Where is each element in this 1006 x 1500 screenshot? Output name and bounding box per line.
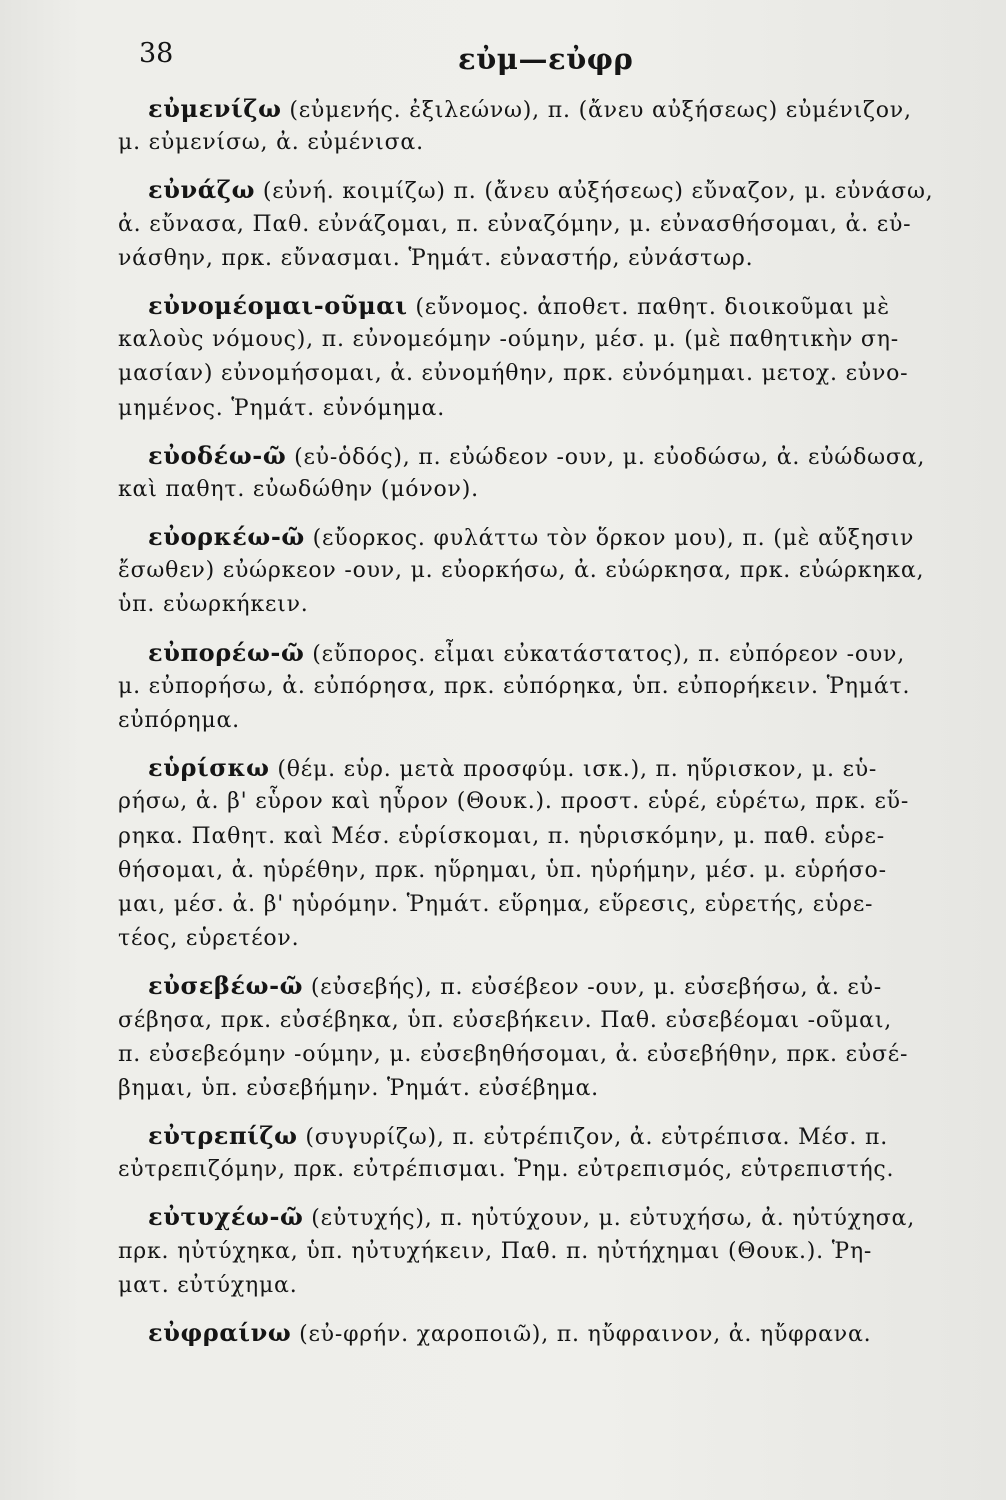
entry-text: ρήσω, ἀ. β' εὗρον καὶ ηὗρον (Θουκ.). προστ. εὑρέ, εὑρέτω, πρκ. εὕ- [118,789,910,815]
entry-line [118,1316,950,1350]
entry-line [118,854,950,888]
entry-line [118,1004,950,1038]
entry-text: (εὐνή. κοιμίζω) π. (ἄνευ αὐξήσεως) εὔναζον, μ. εὐνάσω, [255,179,934,205]
entry-line [118,1235,950,1269]
entry-lemma: εὐμενίζω [148,94,282,123]
entry-lemma: εὐσεβέω-ῶ [148,971,304,1001]
entry-lemma: εὑρίσκω [148,753,270,783]
entry-lemma: εὐτυχέω-ῶ [148,1202,304,1232]
entry-line [118,173,950,207]
dictionary-entry [118,1200,950,1303]
entry-list [118,92,950,1363]
entry-text: ἀ. εὔνασα, Παθ. εὐνάζομαι, π. εὐναζόμην, μ. εὐνασθήσομαι, ἀ. εὐ- [118,211,912,237]
entry-text: ὑπ. εὐωρκήκειν. [118,592,309,618]
entry-line [118,922,950,956]
entry-line [118,888,950,922]
entry-lemma: εὐοδέω-ῶ [148,440,287,470]
entry-text: εὐτρεπιζόμην, πρκ. εὐτρέπισμαι. Ῥημ. εὐτρεπισμός, εὐτρεπιστής. [118,1157,895,1183]
entry-text: (εὐ-ὁδός), π. εὐώδεον -ουν, μ. εὐοδώσω, ἀ. εὐώδωσα, [286,444,926,470]
entry-line [118,208,950,242]
dictionary-entry [118,969,950,1106]
entry-lemma: εὐτρεπίζω [148,1121,298,1151]
entry-text: εὐπόρημα. [118,708,240,733]
entry-text: πρκ. ηὐτύχηκα, ὑπ. ηὐτυχήκειν, Παθ. π. ηὐτήχημαι (Θουκ.). Ῥη- [118,1238,873,1264]
entry-text: (εὐτυχής), π. ηὐτύχουν, μ. εὐτυχήσω, ἀ. ηὐτύχησα, [303,1206,916,1232]
entry-text: μ. εὐμενίσω, ἀ. εὐμένισα. [118,130,424,156]
entry-lemma: εὐπορέω-ῶ [148,637,305,667]
entry-line [118,520,950,554]
entry-line [118,92,950,126]
entry-line [118,1269,950,1303]
entry-line [118,751,950,785]
entry-text: μασίαν) εὐνομήσομαι, ἀ. εὐνομήθην, πρκ. εὐνόμημαι. μετοχ. εὐνο- [118,361,909,387]
dictionary-entry [118,1119,950,1187]
entry-text: βημαι, ὑπ. εὐσεβήμην. Ῥημάτ. εὐσέβημα. [118,1075,599,1101]
dictionary-entry [118,173,950,276]
entry-line [118,126,950,160]
entry-lemma: εὐφραίνω [148,1318,292,1347]
entry-text: (εὐμενής. ἐξιλεώνω), π. (ἄνευ αὐξήσεως) εὐμένιζον, [281,98,912,123]
entry-text: νάσθην, πρκ. εὔνασμαι. Ῥημάτ. εὐναστήρ, εὐνάστωρ. [118,245,754,271]
entry-text: (εὔορκος. φυλάττω τὸν ὅρκον μου), π. (μὲ αὔξησιν [304,526,915,552]
entry-line [118,1200,950,1234]
entry-line [118,289,950,323]
entry-line [118,820,950,854]
entry-line [118,554,950,588]
entry-text: σέβησα, πρκ. εὐσέβηκα, ὑπ. εὐσεβήκειν. Παθ. εὐσεβέομαι -οῦμαι, [118,1007,893,1033]
entry-line [118,242,950,276]
entry-text: μημένος. Ῥημάτ. εὐνόμημα. [118,395,445,421]
entry-lemma: εὐορκέω-ῶ [148,522,305,552]
dictionary-entry [118,1316,950,1350]
entry-line [118,969,950,1003]
entry-text: (συγυρίζω), π. εὐτρέπιζον, ἀ. εὐτρέπισα. Μέσ. π. [297,1125,889,1151]
entry-line [118,1072,950,1106]
page-number: 38 [139,38,174,69]
entry-text: καλοὺς νόμους), π. εὐνομεόμην -ούμην, μέσ. μ. (μὲ παθητικὴν ση- [118,327,899,353]
entry-line [118,1153,950,1187]
entry-line [118,357,950,391]
entry-text: (εὐσεβής), π. εὐσέβεον -ουν, μ. εὐσεβήσω, ἀ. εὐ- [303,975,883,1001]
dictionary-entry [118,520,950,623]
entry-text: (εὔπορος. εἶμαι εὐκατάστατος), π. εὐπόρεον -ουν, [304,641,906,667]
entry-text: θήσομαι, ἀ. ηὑρέθην, πρκ. ηὕρημαι, ὑπ. ηὑρήμην, μέσ. μ. εὑρήσο- [118,857,887,883]
dictionary-entry [118,439,950,507]
entry-text: καὶ παθητ. εὐωδώθην (μόνον). [118,476,479,502]
dictionary-entry [118,751,950,956]
entry-line [118,636,950,670]
entry-line [118,439,950,473]
entry-lemma: εὐνάζω [148,175,256,205]
entry-text: (εὐ-φρήν. χαροποιῶ), π. ηὔφραινον, ἀ. ηὔφρανα. [291,1322,872,1347]
entry-line [118,1038,950,1072]
entry-text: ἔσωθεν) εὐώρκεον -ουν, μ. εὐορκήσω, ἀ. εὐώρκησα, πρκ. εὐώρκηκα, [118,558,925,584]
entry-text: ρηκα. Παθητ. καὶ Μέσ. εὑρίσκομαι, π. ηὑρισκόμην, μ. παθ. εὑρε- [118,823,885,849]
dictionary-entry [118,92,950,160]
entry-lemma: εὐνομέομαι-οῦμαι [148,290,408,320]
entry-line [118,588,950,622]
dictionary-entry [118,289,950,426]
dictionary-entry [118,636,950,739]
entry-line [118,473,950,507]
entry-text: ματ. εὐτύχημα. [118,1272,298,1298]
entry-text: (εὔνομος. ἀποθετ. παθητ. διοικοῦμαι μὲ [407,294,890,320]
entry-line [118,785,950,819]
entry-line [118,670,950,704]
entry-line [118,323,950,357]
running-head: εὐμ—εὐφρ [458,42,634,76]
entry-text: μαι, μέσ. ἀ. β' ηὑρόμην. Ῥημάτ. εὕρημα, εὕρεσις, εὑρετής, εὑρε- [118,891,874,917]
entry-line [118,1119,950,1153]
entry-text: π. εὐσεβεόμην -ούμην, μ. εὐσεβηθήσομαι, ἀ. εὐσεβήθην, πρκ. εὐσέ- [118,1041,909,1067]
entry-line [118,392,950,426]
entry-text: μ. εὐπορήσω, ἀ. εὐπόρησα, πρκ. εὐπόρηκα, ὑπ. εὐπορήκειν. Ῥημάτ. [118,673,911,699]
entry-text: τέος, εὑρετέον. [118,926,300,952]
entry-text: (θέμ. εὑρ. μετὰ προσφύμ. ισκ.), π. ηὕρισκον, μ. εὑ- [269,757,878,783]
entry-line [118,704,950,738]
